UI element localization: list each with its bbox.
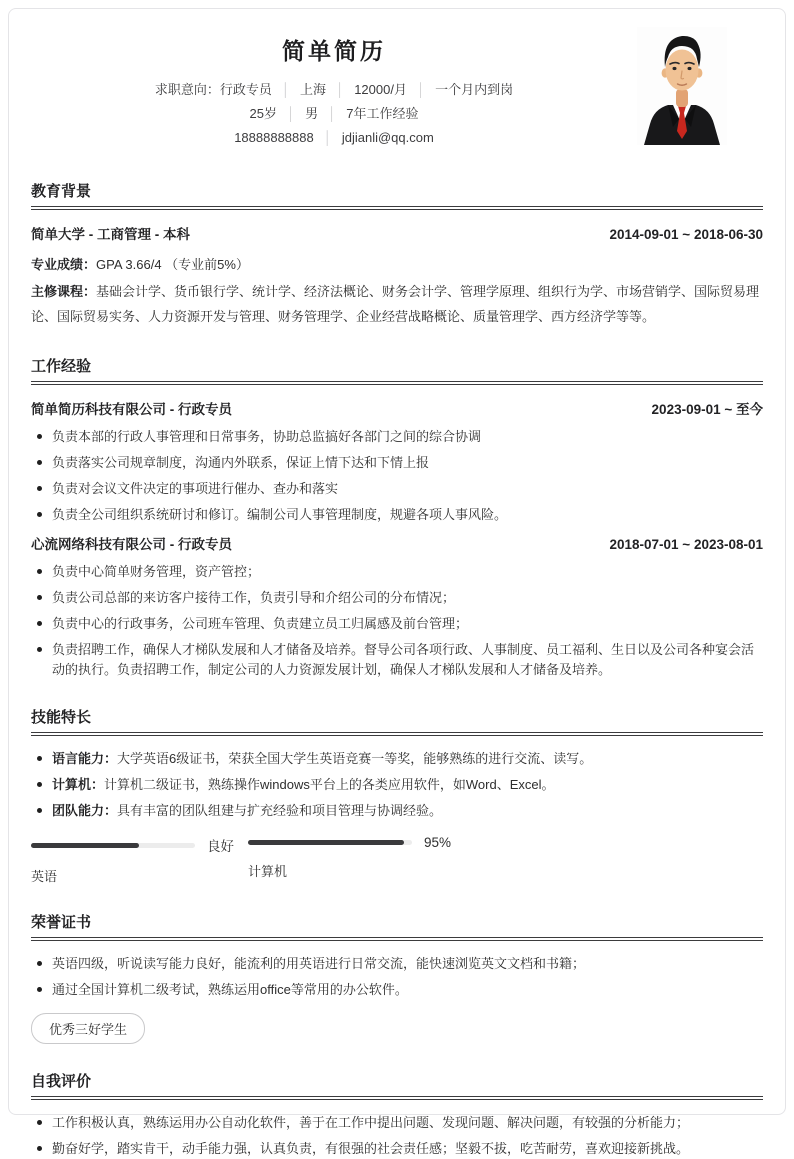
resume-page [8, 8, 786, 1156]
job-bullet: 负责对会议文件决定的事项进行催办、查办和落实 [31, 479, 763, 499]
contact-info-item: jdjianli@qq.com [341, 130, 434, 145]
education-courses: 主修课程：基础会计学、货币银行学、统计学、经济法概论、财务会计学、管理学原理、组织行为学、市场营销学、国际贸易理论、国际贸易实务、人力资源开发与管理、财务管理学、企业经营战略概论、质量管理学、西方经济学等等。 [31, 284, 760, 324]
section-evaluation [31, 1070, 763, 1159]
separator: │ [328, 106, 337, 121]
skill-bar-name: 计算机 [248, 864, 288, 879]
section-title-work: 工作经验 [31, 358, 92, 375]
skill-bullet [31, 775, 763, 795]
skill-bullet-list [31, 749, 763, 821]
section-title-education: 教育背景 [31, 183, 92, 200]
skill-bar-track [31, 843, 195, 848]
job-bullet-list [31, 562, 763, 680]
contact-info-item: 男 [305, 106, 319, 121]
applicant-photo [637, 27, 727, 145]
honor-bullet: 英语四级，听说读写能力良好，能流利的用英语进行日常交流，能快速浏览英文文档和书籍； [31, 954, 763, 974]
avatar-illustration [637, 27, 727, 145]
job-company: 简单简历科技有限公司 - 行政专员 [31, 402, 232, 417]
skill-bullet-label: 团队能力： [52, 803, 118, 818]
skill-bars [31, 835, 763, 885]
job-bullet-list [31, 427, 763, 525]
skill-bar-fill [31, 843, 139, 848]
section-divider [31, 1096, 763, 1100]
evaluation-bullet: 勤奋好学，踏实肯干，动手能力强，认真负责，有很强的社会责任感；坚毅不拔，吃苦耐劳，喜欢迎接新挑战。 [31, 1139, 763, 1159]
honor-badge: 优秀三好学生 [31, 1013, 145, 1044]
separator: │ [286, 106, 296, 121]
honor-bullet: 通过全国计算机二级考试，熟练运用office等常用的办公软件。 [31, 980, 763, 1000]
job-bullet: 负责落实公司规章制度，沟通内外联系，保证上情下达和下情上报 [31, 453, 763, 473]
contact-info-item: 25岁 [249, 106, 277, 121]
job-list [31, 398, 763, 680]
contact-info-line [31, 102, 637, 126]
contact-info-item: 12000/月 [354, 82, 407, 97]
job-bullet: 负责中心的行政事务，公司班车管理、负责建立员工归属感及前台管理； [31, 614, 763, 634]
contact-info-item: 一个月内到岗 [435, 82, 514, 97]
skill-bullet [31, 801, 763, 821]
section-title-skills: 技能特长 [31, 709, 92, 726]
section-work [31, 355, 763, 680]
header-text-block [31, 23, 637, 150]
honor-bullet-list [31, 954, 763, 1000]
skill-bar-value: 95% [423, 835, 451, 850]
skill-bullet-text: 大学英语6级证书，荣获全国大学生英语竞赛一等奖，能够熟练的进行交流、读写。 [117, 751, 593, 766]
skill-bar-row [31, 835, 234, 855]
education-school: 简单大学 - 工商管理 - 本科 [31, 227, 190, 242]
separator: │ [281, 82, 291, 97]
education-date: 2014-09-01 ~ 2018-06-30 [609, 227, 763, 242]
section-divider [31, 937, 763, 941]
section-divider [31, 206, 763, 210]
evaluation-bullet: 工作积极认真，熟练运用办公自动化软件，善于在工作中提出问题、发现问题、解决问题，有较强的分析能力； [31, 1113, 763, 1133]
resume-header [31, 23, 763, 150]
skill-bar-group [31, 835, 234, 885]
skill-bullet-label: 语言能力： [52, 751, 118, 766]
skill-bullet [31, 749, 763, 769]
job-date: 2018-07-01 ~ 2023-08-01 [609, 537, 763, 552]
section-title-evaluation: 自我评价 [31, 1073, 92, 1090]
education-gpa: 专业成绩：GPA 3.66/4 （专业前5%） [31, 257, 249, 272]
contact-info [31, 78, 637, 150]
section-education [31, 180, 763, 329]
job-bullet: 负责公司总部的来访客户接待工作，负责引导和介绍公司的分布情况； [31, 588, 763, 608]
job-company: 心流网络科技有限公司 - 行政专员 [31, 537, 232, 552]
skill-bar-group [248, 835, 451, 885]
skill-bullet-label: 计算机： [52, 777, 105, 792]
job-bullet: 负责中心简单财务管理，资产管控； [31, 562, 763, 582]
skill-bar-value: 良好 [207, 839, 234, 854]
contact-info-item: 求职意向：行政专员 [154, 82, 272, 97]
skill-bullet-text: 计算机二级证书，熟练操作windows平台上的各类应用软件，如Word、Excel。 [104, 777, 555, 792]
job-entry [31, 533, 763, 680]
section-title-honors: 荣誉证书 [31, 914, 92, 931]
job-bullet: 负责全公司组织系统研讨和修订。编制公司人事管理制度，规避各项人事风险。 [31, 505, 763, 525]
evaluation-bullet-list [31, 1113, 763, 1159]
skill-bar-row [248, 835, 451, 850]
contact-info-line [31, 78, 637, 102]
page-title: 简单简历 [282, 38, 386, 64]
job-entry [31, 398, 763, 525]
job-header [31, 533, 763, 553]
separator: │ [336, 82, 345, 97]
job-header [31, 398, 763, 418]
separator: │ [323, 130, 332, 145]
section-skills [31, 706, 763, 885]
separator: │ [416, 82, 426, 97]
section-divider [31, 732, 763, 736]
contact-info-item: 上海 [300, 82, 327, 97]
contact-info-line [31, 126, 637, 150]
skill-bullet-text: 具有丰富的团队组建与扩充经验和项目管理与协调经验。 [117, 803, 443, 818]
contact-info-item: 18888888888 [234, 130, 314, 145]
skill-bar-fill [248, 840, 404, 845]
skill-bar-track [248, 840, 412, 845]
job-date: 2023-09-01 ~ 至今 [651, 402, 763, 417]
skill-bar-name: 英语 [31, 869, 58, 884]
job-bullet: 负责本部的行政人事管理和日常事务，协助总监搞好各部门之间的综合协调 [31, 427, 763, 447]
contact-info-item: 7年工作经验 [346, 106, 419, 121]
section-divider [31, 381, 763, 385]
job-bullet: 负责招聘工作，确保人才梯队发展和人才储备及培养。督导公司各项行政、人事制度、员工福利、生日以及公司各种宴会活动的执行。负责招聘工作，制定公司的人力资源发展计划，确保人才梯队发展和人才储备及培养。 [31, 640, 763, 680]
section-honors [31, 911, 763, 1044]
